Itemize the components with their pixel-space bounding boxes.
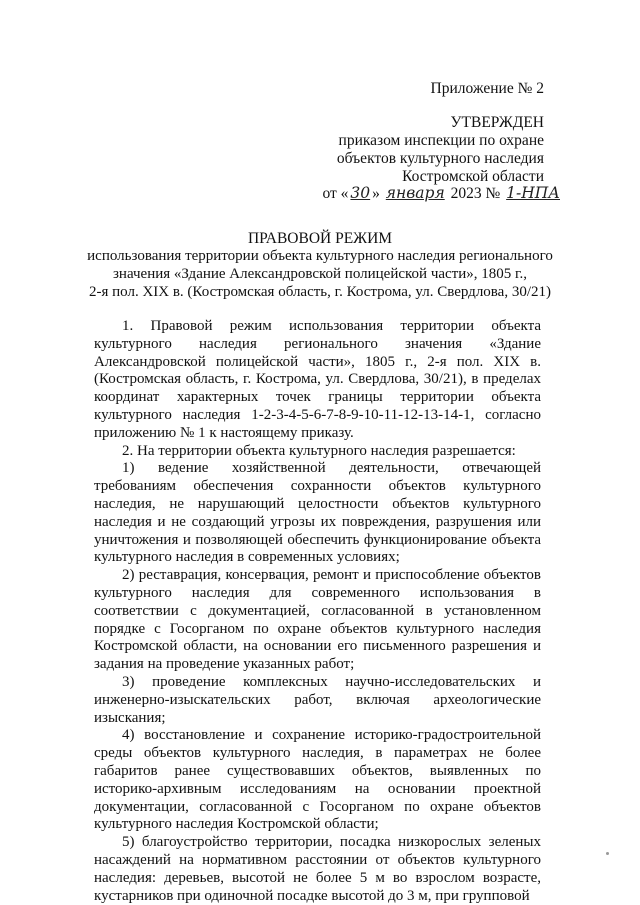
paragraph-1: 1. Правовой режим использования территории объекта культурного наследия регионального значения «Здание Александровской полицейской части», 1805 г., 2-я пол. XIX в. (Костромская область, г. Кострома, ул. Свердлова, 30/21), в пределах координат характерных точек границы территории объекта культурного наследия 1-2-3-4-5-6-7-8-9-10-11-12-13-14-1, согласно приложению № 1 к настоящему приказу.: [94, 318, 541, 441]
scan-speck: [606, 852, 609, 855]
date-prefix: от «: [322, 185, 349, 202]
date-year: 2023 №: [450, 185, 501, 202]
list-item-5: 5) благоустройство территории, посадка низкорослых зеленых насаждений на нормативном расстоянии от объектов культурного наследия: деревьев, высотой не более 5 м во взрослом возрасте, кустарников при одиночной посадке высотой до 3 м, при групповой: [94, 834, 541, 904]
order-number-handwritten: 1-НПА: [506, 184, 560, 202]
document-title: ПРАВОВОЙ РЕЖИМ: [247, 230, 393, 247]
list-item-2: 2) реставрация, консервация, ремонт и приспособление объектов культурного наследия для современного использования в соответствии с документацией, согласованной в установленном порядке с Госорганом по охране объектов культурного наследия Костромской области, на основании его письменного разрешения и задания на проведение указанных работ;: [94, 567, 541, 673]
document-body: [94, 318, 541, 905]
date-day-handwritten: 30: [350, 184, 371, 202]
order-line-1: приказом инспекции по охране: [338, 132, 544, 149]
subtitle-line-3: 2-я пол. XIX в. (Костромская область, г. Кострома, ул. Свердлова, 30/21): [88, 284, 552, 300]
order-line-2: объектов культурного наследия: [336, 150, 544, 167]
appendix-label: Приложение № 2: [430, 80, 544, 97]
date-mid: »: [372, 185, 380, 202]
list-item-1: 1) ведение хозяйственной деятельности, отвечающей требованиям обеспечения сохранности объектов культурного наследия, не нарушающий целостности объектов культурного наследия и не создающий угрозы их повреждения, разрушения или уничтожения и позволяющей обеспечить функционирование объекта культурного наследия в современных условиях;: [94, 460, 541, 566]
subtitle-line-1: использования территории объекта культурного наследия регионального: [87, 248, 553, 264]
order-date-line: [322, 184, 562, 203]
paragraph-2: 2. На территории объекта культурного наследия разрешается:: [122, 442, 516, 459]
list-item-3: 3) проведение комплексных научно-исследовательских и инженерно-изыскательских работ, включая археологические изыскания;: [94, 673, 541, 726]
approved-label: УТВЕРЖДЕН: [450, 114, 544, 131]
order-line-3: Костромской области: [402, 168, 544, 185]
date-month-handwritten: января: [385, 184, 445, 202]
list-item-4: 4) восстановление и сохранение историко-градостроительной среды объектов культурного наследия, в параметрах не более габаритов ранее существовавших объектов, выявленных по историко-архивным исследованиям на основании проектной документации, согласованной с Госорганом по охране объектов культурного наследия Костромской области;: [94, 727, 541, 833]
subtitle-line-2: значения «Здание Александровской полицейской части», 1805 г.,: [113, 266, 527, 282]
